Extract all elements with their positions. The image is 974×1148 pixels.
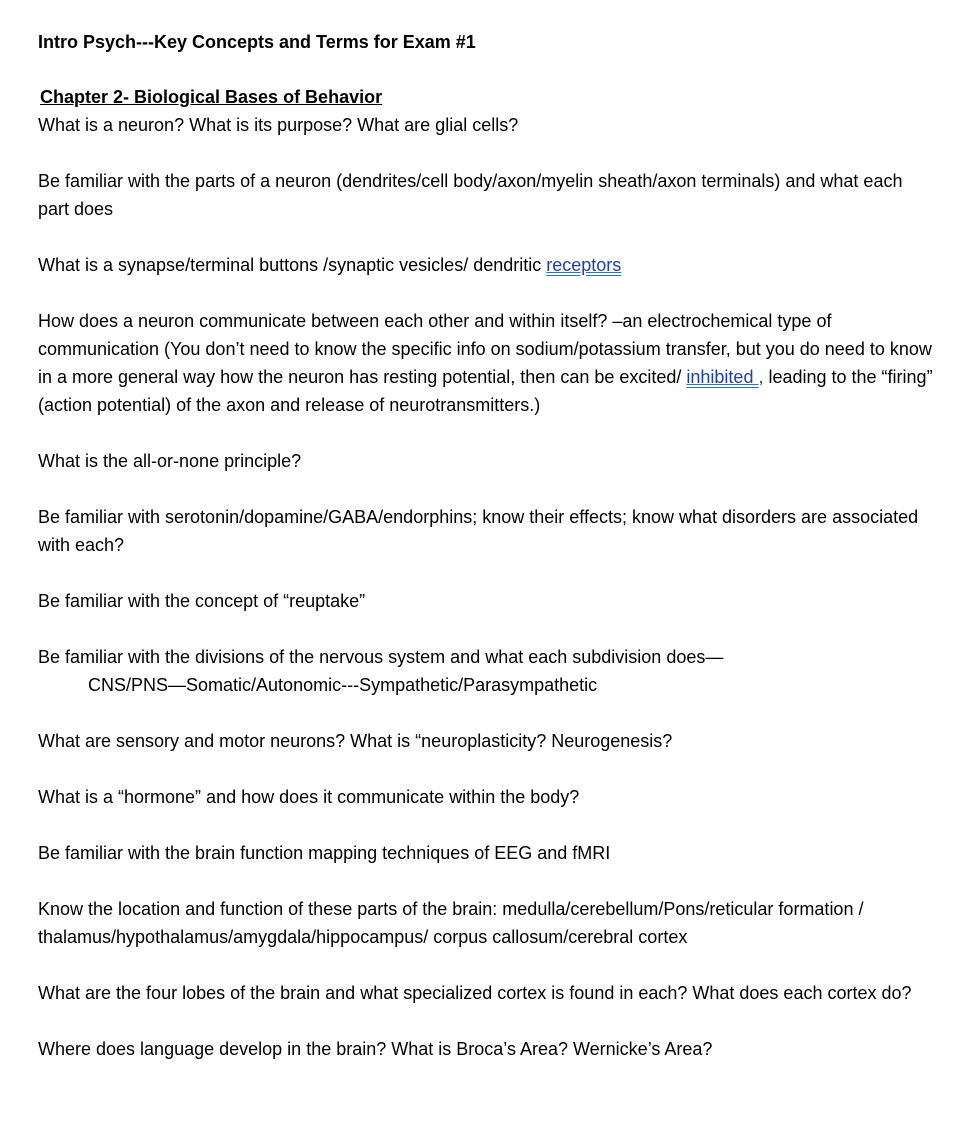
question-synapse	[38, 251, 938, 279]
question-lobes: What are the four lobes of the brain and what specialized cortex is found in each? What does each cortex do?	[38, 983, 912, 1003]
document-page	[38, 28, 938, 1091]
question-nervous-system-line: Be familiar with the divisions of the nervous system and what each subdivision does—	[38, 647, 724, 667]
question-brain-parts: Know the location and function of these parts of the brain: medulla/cerebellum/Pons/reticular formation / thalamus/hypothalamus/amygdala/hippocampus/ corpus callosum/cerebral cortex	[38, 899, 864, 947]
question-all-or-none: What is the all-or-none principle?	[38, 451, 302, 471]
question-language: Where does language develop in the brain? What is Broca’s Area? Wernicke’s Area?	[38, 1039, 713, 1059]
flagged-word-receptors[interactable]: receptors	[546, 255, 622, 275]
document-title: Intro Psych---Key Concepts and Terms for Exam #1	[38, 32, 476, 52]
question-sensory-motor: What are sensory and motor neurons? What is “neuroplasticity? Neurogenesis?	[38, 731, 673, 751]
question-neuron: What is a neuron? What is its purpose? What are glial cells?	[38, 115, 519, 135]
question-reuptake: Be familiar with the concept of “reuptake”	[38, 591, 366, 611]
question-nervous-system	[38, 643, 938, 699]
question-neuron-parts: Be familiar with the parts of a neuron (dendrites/cell body/axon/myelin sheath/axon terminals) and what each part does	[38, 171, 903, 219]
flagged-word-inhibited[interactable]: inhibited ,	[686, 367, 764, 387]
question-hormone: What is a “hormone” and how does it communicate within the body?	[38, 787, 580, 807]
question-communication-text-end: leading to the “firing” (action potential) of the axon and release of neurotransmitters.)	[38, 367, 933, 415]
nervous-system-divisions: CNS/PNS—Somatic/Autonomic---Sympathetic/Parasympathetic	[88, 675, 598, 695]
question-brain-mapping: Be familiar with the brain function mapping techniques of EEG and fMRI	[38, 843, 611, 863]
question-synapse-text: What is a synapse/terminal buttons /synaptic vesicles/ dendritic	[38, 255, 547, 275]
chapter-heading: Chapter 2- Biological Bases of Behavior	[40, 87, 383, 107]
question-neurotransmitters: Be familiar with serotonin/dopamine/GABA/endorphins; know their effects; know what disorders are associated with each?	[38, 507, 919, 555]
question-communication-text: How does a neuron communicate between each other and within itself? –an electrochemical type of communication (You don’t need to know the specific info on sodium/potassium transfer, but you do need to know in a more general way how the neuron has resting potential, then can be excited/	[38, 311, 932, 387]
question-neuron-communication	[38, 307, 938, 419]
